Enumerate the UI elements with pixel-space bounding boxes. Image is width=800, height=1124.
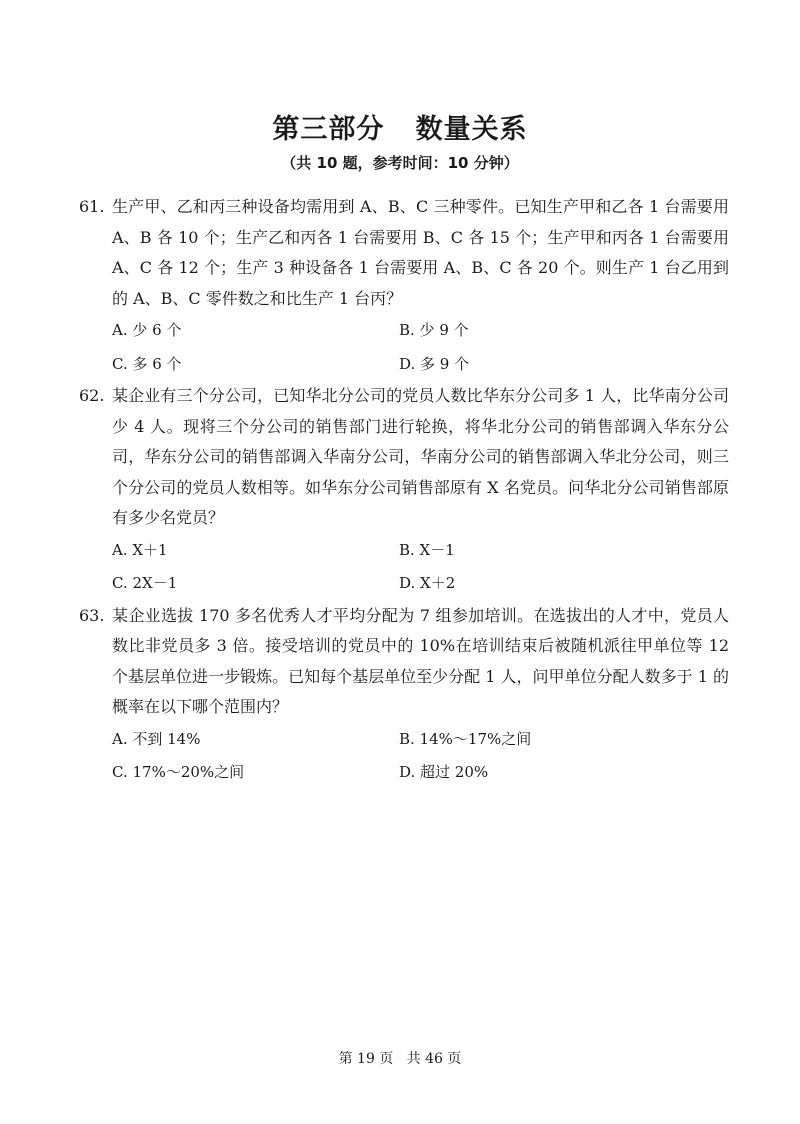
- question-number: 61.: [79, 197, 105, 216]
- option-c: C. 2X－1: [112, 574, 178, 592]
- question-63: [79, 601, 729, 790]
- page-subtitle: （共 10 题，参考时间：10 分钟）: [281, 154, 519, 172]
- page-number: 第 19 页 共 46 页: [338, 1051, 462, 1067]
- question-stem: [79, 601, 729, 723]
- option-c: C. 17%～20%之间: [112, 763, 245, 781]
- question-62: [79, 381, 729, 601]
- option-d: D. 多 9 个: [399, 354, 470, 373]
- question-text: 某企业选拔 170 多名优秀人才平均分配为 7 组参加培训。在选拔出的人才中，党员人数比非党员多 3 倍。接受培训的党员中的 10%在培训结束后被随机派往甲单位等 12 个基层单位进一步锻炼。已知每个基层单位至少分配 1 人，问甲单位分配人数多于 1 的概率在以下哪个范围内？: [112, 605, 729, 716]
- question-text: 某企业有三个分公司，已知华北分公司的党员人数比华东分公司多 1 人，比华南分公司少 4 人。现将三个分公司的销售部门进行轮换，将华北分公司的销售部调入华东分公司，华东分公司的销售部调入华南分公司，华南分公司的销售部调入华北分公司，则三个分公司的党员人数相等。如华东分公司销售部原有 X 名党员。问华北分公司销售部原有多少名党员？: [112, 386, 729, 527]
- question-text: 生产甲、乙和丙三种设备均需用到 A、B、C 三种零件。已知生产甲和乙各 1 台需要用 A、B 各 10 个；生产乙和丙各 1 台需要用 B、C 各 15 个；生产甲和丙各 1 台需要用 A、C 各 12 个；生产 3 种设备各 1 台需要用 A、B、C 各 20 个。则生产 1 台乙用到的 A、B、C 零件数之和比生产 1 台丙？: [112, 197, 729, 308]
- question-number: 62.: [79, 386, 105, 405]
- question-stem: [79, 192, 729, 314]
- option-b: B. 14%～17%之间: [399, 729, 532, 748]
- answer-options: [112, 314, 729, 381]
- option-c: C. 多 6 个: [112, 354, 182, 373]
- option-b: B. 少 9 个: [399, 321, 469, 339]
- option-b: B. X－1: [399, 540, 455, 559]
- option-d: D. X＋2: [399, 574, 456, 592]
- option-a: A. X＋1: [112, 540, 168, 559]
- answer-options: [112, 723, 729, 790]
- page-title: 第三部分 数量关系: [272, 114, 528, 145]
- question-number: 63.: [79, 605, 105, 625]
- answer-options: [112, 534, 729, 601]
- option-a: A. 少 6 个: [112, 321, 182, 339]
- option-d: D. 超过 20%: [399, 763, 489, 781]
- question-list: [79, 192, 729, 790]
- question-stem: [79, 381, 729, 534]
- option-a: A. 不到 14%: [112, 729, 201, 748]
- question-61: [79, 192, 729, 381]
